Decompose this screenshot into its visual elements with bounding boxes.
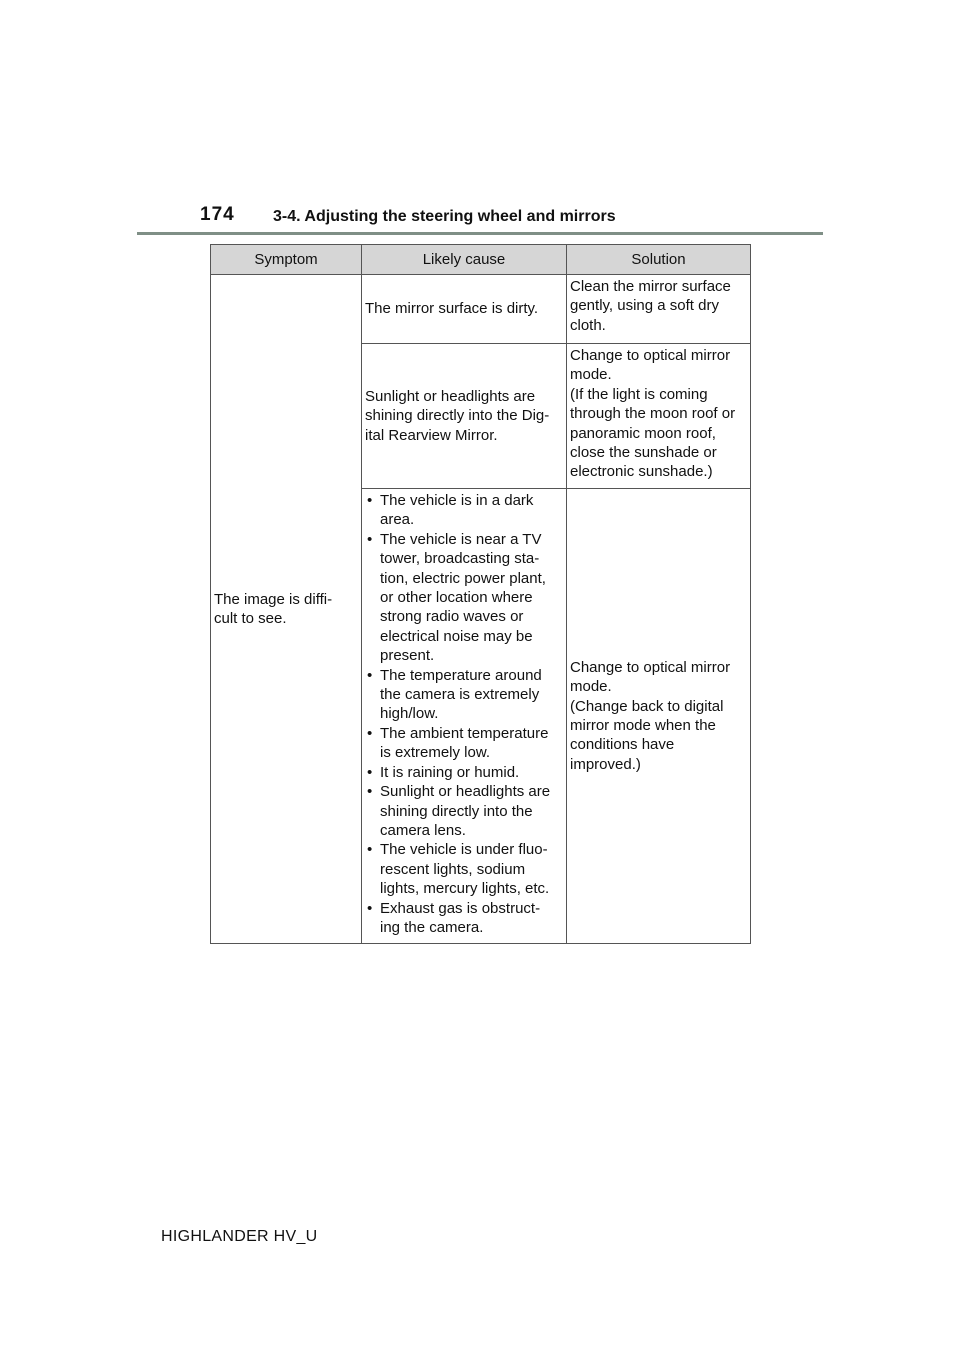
list-item: • The vehicle is near a TV tower, broadcasting sta- tion, electric power plant, or other location where strong radio waves or electrical noise may be present.: [365, 530, 563, 666]
table-header-row: [211, 245, 751, 275]
symptom-cell: The image is diffi- cult to see.: [211, 275, 362, 944]
solution-cell: Change to optical mirror mode. (Change back to digital mirror mode when the conditions have improved.): [567, 489, 751, 944]
solution-cell: Change to optical mirror mode. (If the light is coming through the moon roof or panoramic moon roof, close the sunshade or electronic sunshade.): [567, 344, 751, 489]
troubleshooting-table: [210, 244, 751, 944]
column-header-likely-cause: Likely cause: [362, 245, 567, 275]
list-item: • The vehicle is in a dark area.: [365, 491, 563, 530]
section-title: 3-4. Adjusting the steering wheel and mirrors: [273, 208, 616, 225]
cause-cell: Sunlight or headlights are shining directly into the Dig- ital Rearview Mirror.: [362, 344, 567, 489]
column-header-symptom: Symptom: [211, 245, 362, 275]
column-header-solution: Solution: [567, 245, 751, 275]
footer-model-label: HIGHLANDER HV_U: [161, 1228, 318, 1245]
header-divider: [137, 232, 823, 235]
list-item: • It is raining or humid.: [365, 763, 563, 782]
list-item: • The temperature around the camera is extremely high/low.: [365, 666, 563, 724]
table-row: [211, 275, 751, 344]
cause-list: [365, 491, 563, 937]
page-number: 174: [200, 204, 235, 225]
list-item: • Sunlight or headlights are shining directly into the camera lens.: [365, 782, 563, 840]
solution-cell: Clean the mirror surface gently, using a soft dry cloth.: [567, 275, 751, 344]
list-item: • The ambient temperature is extremely low.: [365, 724, 563, 763]
list-item: • The vehicle is under fluo- rescent lights, sodium lights, mercury lights, etc.: [365, 840, 563, 898]
list-item: • Exhaust gas is obstruct- ing the camera.: [365, 899, 563, 938]
cause-cell: The mirror surface is dirty.: [362, 275, 567, 344]
cause-list-cell: [362, 489, 567, 944]
